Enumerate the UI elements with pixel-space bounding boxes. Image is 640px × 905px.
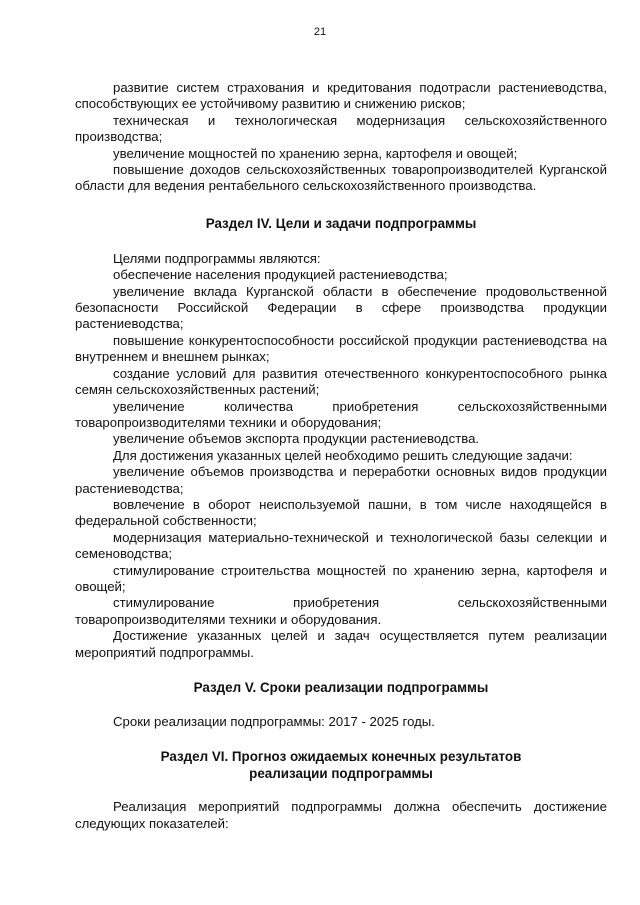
task-item: стимулирование строительства мощностей по хранению зерна, картофеля и овощей;	[75, 562, 607, 594]
goals-conclusion: Достижение указанных целей и задач осуществляется путем реализации мероприятий подпрограммы.	[75, 628, 607, 660]
section-4-heading: Раздел IV. Цели и задачи подпрограммы	[205, 215, 477, 231]
goal-item: увеличение количества приобретения сельскохозяйственными товаропроизводителями техники и оборудования;	[75, 398, 607, 430]
tasks-intro: Для достижения указанных целей необходимо решить следующие задачи:	[113, 447, 573, 463]
intro-paragraph: развитие систем страхования и кредитования подотрасли растениеводства, способствующих ее устойчивому развитию и снижению рисков;	[75, 80, 607, 112]
goal-item: создание условий для развития отечественного конкурентоспособного рынка семян сельскохозяйственных растений;	[75, 365, 607, 398]
section-6-heading-line-2: реализации подпрограммы	[249, 766, 433, 782]
goal-item: увеличение вклада Курганской области в обеспечение продовольственной безопасности Российской Федерации в сфере производства продукции растениеводства;	[75, 283, 607, 332]
goal-item: повышение конкурентоспособности российской продукции растениеводства на внутреннем и внешнем рынках;	[75, 332, 607, 365]
goal-item: обеспечение населения продукцией растениеводства;	[113, 267, 448, 283]
goals-intro: Целями подпрограммы являются:	[113, 250, 321, 266]
timeline-text: Сроки реализации подпрограммы: 2017 - 2025 годы.	[113, 714, 435, 729]
intro-paragraph: повышение доходов сельскохозяйственных товаропроизводителей Курганской области для ведения рентабельного сельскохозяйственного производства.	[75, 162, 607, 194]
page-content	[75, 80, 607, 832]
task-item: увеличение объемов производства и переработки основных видов продукции растениеводства;	[75, 464, 607, 496]
task-item: модернизация материально-технической и технологической базы селекции и семеноводства;	[75, 529, 607, 562]
forecast-text: Реализация мероприятий подпрограммы должна обеспечить достижение следующих показателей:	[75, 799, 607, 831]
section-6-heading-line-1: Раздел VI. Прогноз ожидаемых конечных результатов	[160, 749, 522, 765]
task-item: вовлечение в оборот неиспользуемой пашни, в том числе находящейся в федеральной собственности;	[75, 496, 607, 529]
page-number: 21	[313, 26, 327, 38]
goal-item: увеличение объемов экспорта продукции растениеводства.	[113, 431, 480, 447]
section-5-heading: Раздел V. Сроки реализации подпрограммы	[193, 680, 489, 695]
intro-paragraph: техническая и технологическая модернизация сельскохозяйственного производства;	[75, 112, 607, 145]
task-item: стимулирование приобретения сельскохозяйственными товаропроизводителями техники и оборудования.	[75, 595, 607, 627]
intro-paragraph: увеличение мощностей по хранению зерна, картофеля и овощей;	[113, 145, 518, 161]
